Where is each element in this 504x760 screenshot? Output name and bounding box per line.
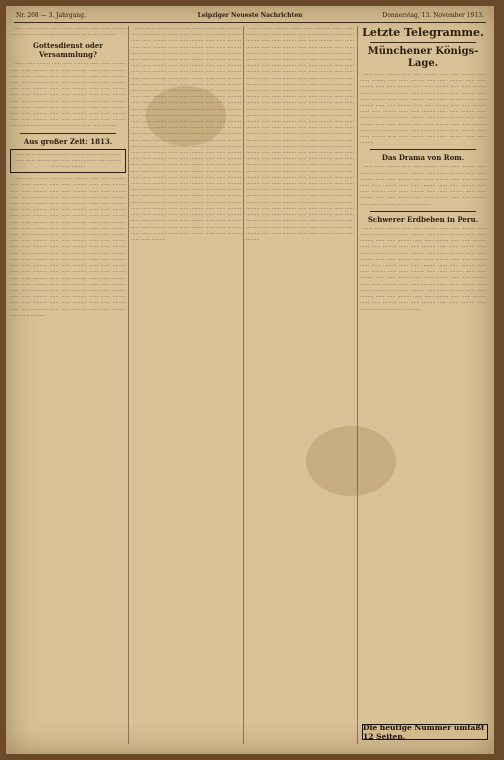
separator-rule — [370, 211, 476, 212]
newspaper-page — [6, 6, 494, 754]
page-count-notice: Die heutige Nummer umfaßt 12 Seiten. — [362, 724, 488, 740]
body-text: …… …… ……… …… …… ……… …… …… ……… …… …… ……… …… …… ……… …… …… ……… …… …… ……… …… …… ……… …… …… ……… …… …… ……… …… …… ……… …… …… ……… …… …… ……… …… …… ……… …… …… ……… …… …… ……… …… …… ……… …… …… ……… …… …… ……… …… …… ……… …… …… ……… …… …… ……… …… …… ……… …… …… ……… …… …… ……… …… …… ……… …… …… ……… …… …… ……… …… …… ……… …… …… ……… …… …… ……… …… …… ……… …… …… ……… …… …… ……… …… …… ……… …… …… ……… …… …… ……… …… …… ……… …… …… ……… …… …… ……… …… …… ……… …… …… ……… …… …… ……… …… …… ……… …… …… ……… …… …… ……… …… …… ……… …… …… ……… …… …… ……… …… …… ……… …… …… ……… …… …… ……… …… …… ……… …… …… ……… …… …… ……… …… …… ……… …… …… ……… …… …… ……… …… …… ……… …… …… ……… …… …… ……… …… …… ……… …… …… ……… …… …… ……… …… …… ……… …… …… ……… …… …… ……… …… …… ……… …… …… ……… …… …… ……… …… …… ……… …… …… ……… …… …… ……… …… …… ……… …… …… ……… …… …… ……… …… …… ……… …… …… ……… …… …… ……… …… …… ……… …… …… ……… …… …… ……… …… …… ……… …… …… ……… …… …… ……… …… …… ……… …… …… ……… …… …… ……… …… …… ……… …… …… ……… …… …… ……… …… …… ……… …… …… ……… …… …… ……… …… …… ……… …… …… ……… …… …… ……… …… …… ……… …… …… ……… …… …… ……… …… …… ……… …… …… ……… …… …… ……… — [131, 26, 241, 242]
body-text: …… …… ……… …… …… ……… …… …… ……… …… …… ……… …… …… ……… …… …… ……… — [10, 26, 126, 38]
article-headline: Schwerer Erdbeben in Peru. — [367, 214, 479, 224]
newspaper-title: Leipziger Neueste Nachrichten — [197, 12, 303, 19]
body-text: …… …… ……… …… …… ……… …… …… ……… …… …… ……… …… …… ……… …… …… ……… …… …… ……… …… …… ……… …… …… ……… …… …… ……… …… …… ……… …… …… ……… …… …… ……… …… …… ……… …… …… ……… …… …… ……… …… …… ……… …… …… ……… …… …… ……… …… …… ……… …… …… ……… …… …… ……… …… …… ……… …… …… ……… …… …… ……… …… …… ……… …… …… ……… …… …… ……… …… …… ……… …… …… ……… …… …… ……… …… …… ……… …… …… ……… …… …… ……… …… …… ……… …… …… ……… …… …… ……… — [360, 72, 486, 146]
framed-notice: …… …… ……… …… …… ……… …… …… ……… …… …… ……… …… …… ……… …… …… ……… …… …… ……… — [10, 149, 126, 174]
article-headline: Das Drama von Rom. — [381, 153, 465, 163]
column-divider — [243, 26, 244, 744]
column-2 — [131, 26, 241, 744]
issue-number: Nr. 268 — 3. Jahrgang. — [16, 12, 86, 19]
body-text: …… …… ……… …… …… ……… …… …… ……… …… …… ……… …… …… ……… …… …… ……… …… …… ……… …… …… ……… …… …… ……… …… …… ……… …… …… ……… …… …… ……… …… …… ……… …… …… ……… …… …… ……… …… …… ……… …… …… ……… …… …… ……… …… …… ……… …… …… ……… …… …… ……… …… …… ……… — [360, 164, 486, 207]
body-text: …… …… ……… …… …… ……… …… …… ……… …… …… ……… …… …… ……… …… …… ……… …… …… ……… …… …… ……… …… …… ……… …… …… ……… …… …… ……… …… …… ……… …… …… ……… …… …… ……… …… …… ……… …… …… ……… …… …… ……… …… …… ……… …… …… ……… …… …… ……… …… …… ……… …… …… ……… …… …… ……… …… …… ……… …… …… ……… …… …… ……… …… …… ……… …… …… ……… …… …… ……… …… …… ……… …… …… ……… …… …… ……… …… …… ……… …… …… ……… …… …… ……… …… …… ……… …… …… ……… …… …… ……… …… …… ……… …… …… ……… …… …… ……… …… …… ……… …… …… ……… …… …… ……… …… …… ……… …… …… ……… …… …… ……… …… …… ……… …… …… ……… …… …… ……… …… …… ……… …… …… ……… …… …… ……… …… …… ……… …… …… ……… …… …… ……… …… …… ……… …… …… ……… …… …… ……… …… …… ……… …… …… ……… …… …… ……… …… …… ……… …… …… ……… …… …… ……… …… …… ……… …… …… ……… — [10, 176, 126, 318]
section-title: Letzte Telegramme. — [362, 26, 484, 39]
column-1 — [10, 26, 126, 744]
column-divider — [128, 26, 129, 744]
body-text: …… …… ……… …… …… ……… …… …… ……… …… …… ……… …… …… ……… …… …… ……… …… …… ……… …… …… ……… …… …… ……… …… …… ……… …… …… ……… …… …… ……… …… …… ……… …… …… ……… …… …… ……… …… …… ……… …… …… ……… …… …… ……… …… …… ……… …… …… ……… …… …… ……… …… …… ……… …… …… ……… …… …… ……… …… …… ……… …… …… ……… …… …… ……… …… …… ……… …… …… ……… …… …… ……… …… …… ……… …… …… ……… …… …… ……… …… …… ……… …… …… ……… …… …… ……… …… …… ……… …… …… ……… …… …… ……… …… …… ……… …… …… ……… …… …… ……… …… …… ……… …… …… ……… …… …… ……… …… …… ……… …… …… ……… …… …… ……… …… …… ……… …… …… ……… …… …… ……… …… …… ……… …… …… ……… …… …… ……… …… …… ……… …… …… ……… …… …… ……… …… …… ……… …… …… ……… …… …… ……… …… …… ……… …… …… ……… …… …… ……… …… …… ……… …… …… ……… …… …… ……… …… …… ……… …… …… ……… …… …… ……… …… …… ……… …… …… ……… …… …… ……… …… …… ……… …… …… ……… …… …… ……… …… …… ……… …… …… ……… …… …… ……… …… …… ……… …… …… ……… …… …… ……… …… …… ……… …… …… ……… …… …… ……… …… …… ……… …… …… ……… …… …… ……… …… …… ……… …… …… ……… …… …… ……… …… …… ……… …… …… ……… …… …… ……… …… …… ……… …… …… ……… …… …… ……… …… …… ……… …… …… ……… …… …… ……… …… …… ……… …… …… ……… …… …… ……… — [246, 26, 354, 242]
column-4 — [360, 26, 486, 744]
issue-date: Donnerstag, 13. November 1913. — [382, 12, 484, 19]
column-divider — [357, 26, 358, 744]
article-headline: Münchener Königs-Lage. — [367, 46, 479, 69]
body-text: …… …… ……… …… …… ……… …… …… ……… …… …… ……… …… …… ……… …… …… ……… …… …… ……… …… …… ……… …… …… ……… …… …… ……… …… …… ……… …… …… ……… …… …… ……… …… …… ……… …… …… ……… …… …… ……… …… …… ……… …… …… ……… …… …… ……… …… …… ……… …… …… ……… …… …… ……… …… …… ……… …… …… ……… …… …… ……… …… …… ……… …… …… ……… …… …… ……… …… …… ……… …… …… ……… …… …… ……… …… …… ……… …… …… ……… — [10, 61, 126, 129]
separator-rule — [370, 42, 476, 43]
separator-rule — [370, 149, 476, 150]
page-header — [14, 10, 486, 23]
body-text: …… …… ……… …… …… ……… …… …… ……… …… …… ……… …… …… ……… …… …… ……… …… …… ……… …… …… ……… …… …… ……… …… …… ……… …… …… ……… …… …… ……… …… …… ……… …… …… ……… …… …… ……… …… …… ……… …… …… ……… …… …… ……… …… …… ……… …… …… ……… …… …… ……… …… …… ……… …… …… ……… …… …… ……… …… …… ……… …… …… ……… …… …… ……… …… …… ……… …… …… ……… …… …… ……… …… …… ……… …… …… ……… …… …… ……… …… …… ……… …… …… ……… …… …… ……… …… …… ……… …… …… ……… …… …… ……… …… …… ……… …… …… ……… …… …… ……… …… …… ……… …… …… ……… …… …… ……… — [360, 225, 486, 312]
separator-rule — [20, 133, 116, 134]
column-3 — [246, 26, 354, 744]
article-headline: Aus großer Zeit: 1813. — [23, 136, 113, 146]
article-headline: Gottesdienst oder Versammlung? — [33, 41, 103, 60]
